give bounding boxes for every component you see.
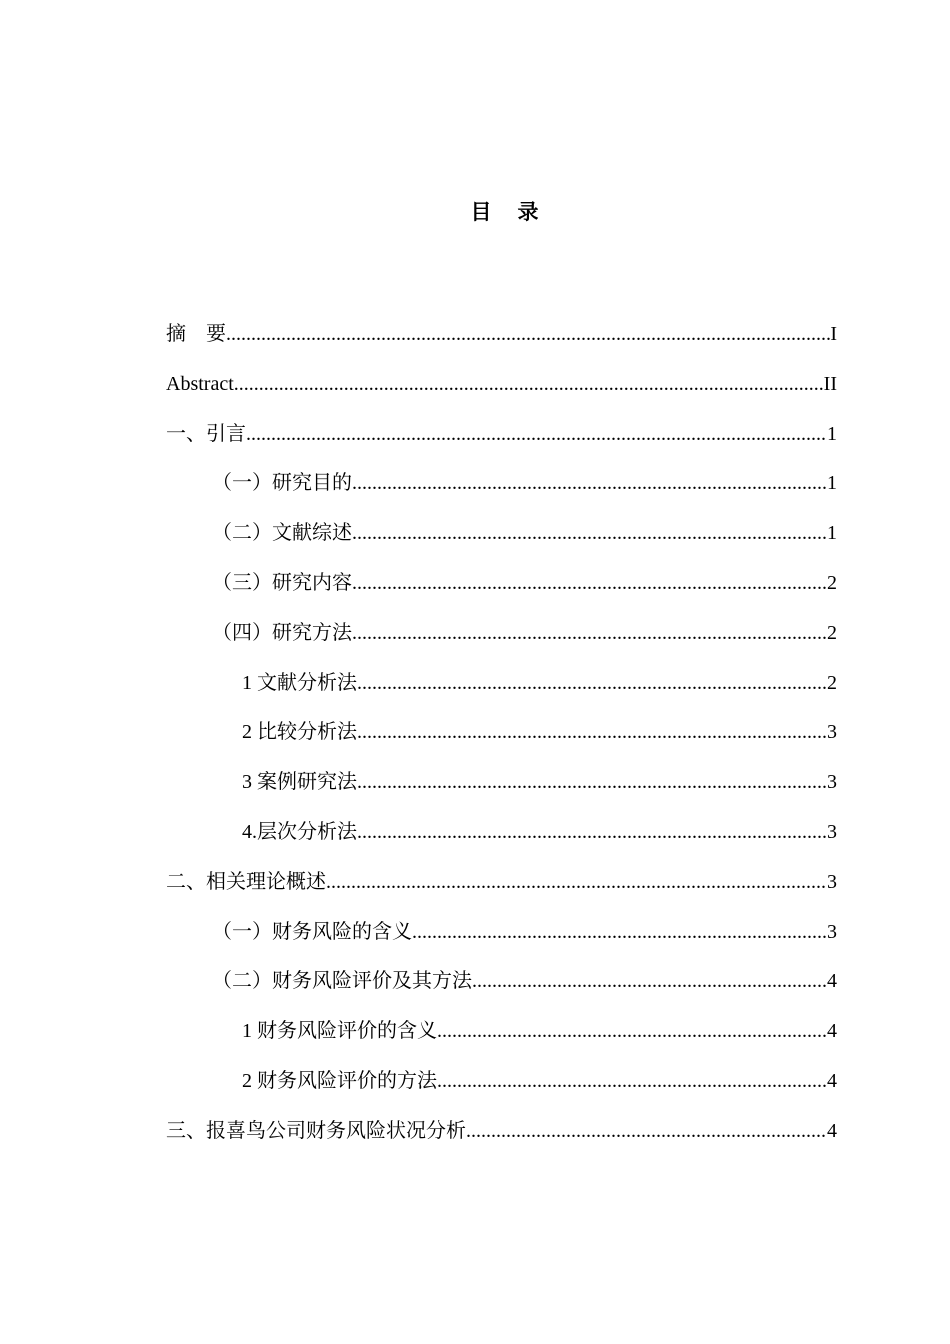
toc-entry[interactable]	[166, 517, 837, 567]
toc-entry-page: 3	[827, 920, 837, 943]
toc-entry-page: I	[830, 323, 837, 345]
toc-dot-leader	[326, 866, 827, 898]
toc-entry-page: 2	[827, 671, 837, 694]
toc-entry-page: 3	[827, 721, 837, 744]
toc-dot-leader	[352, 617, 827, 649]
toc-entry[interactable]	[166, 766, 837, 816]
toc-entry-label: （一）研究目的	[212, 472, 352, 495]
toc-entry[interactable]	[166, 866, 837, 916]
toc-entry-label: 4.层次分析法	[242, 820, 357, 843]
toc-entry-page: 4	[827, 1069, 837, 1092]
toc-dot-leader	[357, 816, 827, 848]
toc-dot-leader	[466, 1115, 827, 1147]
toc-entry[interactable]	[166, 1015, 837, 1065]
toc-dot-leader	[246, 418, 827, 450]
toc-entry-label: 一、引言	[166, 422, 246, 445]
toc-entry-label: 1 文献分析法	[242, 671, 357, 694]
toc-list	[166, 318, 837, 1165]
toc-entry[interactable]	[166, 667, 837, 717]
toc-entry[interactable]	[166, 368, 837, 418]
toc-entry[interactable]	[166, 318, 837, 368]
toc-entry[interactable]	[166, 418, 837, 468]
toc-entry-page: 3	[827, 870, 837, 893]
toc-entry-label: 二、相关理论概述	[166, 870, 326, 893]
toc-dot-leader	[437, 1065, 827, 1097]
toc-dot-leader	[357, 716, 827, 748]
toc-entry[interactable]	[166, 1065, 837, 1115]
toc-entry-label: 摘 要	[166, 323, 226, 345]
toc-entry-page: 4	[827, 970, 837, 993]
toc-entry[interactable]	[166, 816, 837, 866]
toc-entry-label: 1 财务风险评价的含义	[242, 1020, 437, 1043]
toc-entry-label: 三、报喜鸟公司财务风险状况分析	[166, 1119, 466, 1142]
toc-entry-page: 1	[827, 522, 837, 545]
toc-dot-leader	[234, 368, 824, 400]
toc-entry-page: 2	[827, 571, 837, 594]
toc-entry[interactable]	[166, 617, 837, 667]
toc-entry-label: Abstract	[166, 372, 234, 395]
toc-entry-label: 2 财务风险评价的方法	[242, 1069, 437, 1092]
toc-dot-leader	[412, 916, 827, 948]
toc-entry-page: 3	[827, 771, 837, 794]
toc-entry-page: 1	[827, 472, 837, 495]
toc-entry-label: （二）财务风险评价及其方法	[212, 970, 472, 993]
toc-entry[interactable]	[166, 916, 837, 966]
toc-dot-leader	[352, 517, 827, 549]
toc-dot-leader	[357, 766, 827, 798]
toc-entry-label: （三）研究内容	[212, 571, 352, 594]
toc-entry[interactable]	[166, 965, 837, 1015]
toc-entry-label: 2 比较分析法	[242, 721, 357, 744]
toc-entry[interactable]	[166, 1115, 837, 1165]
toc-dot-leader	[357, 667, 827, 699]
toc-title: 目 录	[470, 200, 540, 224]
toc-entry-page: 1	[827, 422, 837, 445]
toc-entry[interactable]	[166, 716, 837, 766]
toc-entry-page: 3	[827, 820, 837, 843]
toc-entry[interactable]	[166, 467, 837, 517]
toc-entry-page: 4	[827, 1020, 837, 1043]
toc-entry-page: II	[823, 372, 837, 395]
toc-dot-leader	[472, 965, 827, 997]
toc-entry-label: （四）研究方法	[212, 621, 352, 644]
toc-entry[interactable]	[166, 567, 837, 617]
toc-dot-leader	[352, 567, 827, 599]
toc-entry-label: （二）文献综述	[212, 522, 352, 545]
toc-dot-leader	[352, 467, 827, 499]
toc-entry-label: 3 案例研究法	[242, 771, 357, 794]
toc-dot-leader	[437, 1015, 827, 1047]
toc-entry-label: （一）财务风险的含义	[212, 920, 412, 943]
toc-entry-page: 2	[827, 621, 837, 644]
toc-entry-page: 4	[827, 1119, 837, 1142]
toc-dot-leader	[226, 318, 830, 350]
